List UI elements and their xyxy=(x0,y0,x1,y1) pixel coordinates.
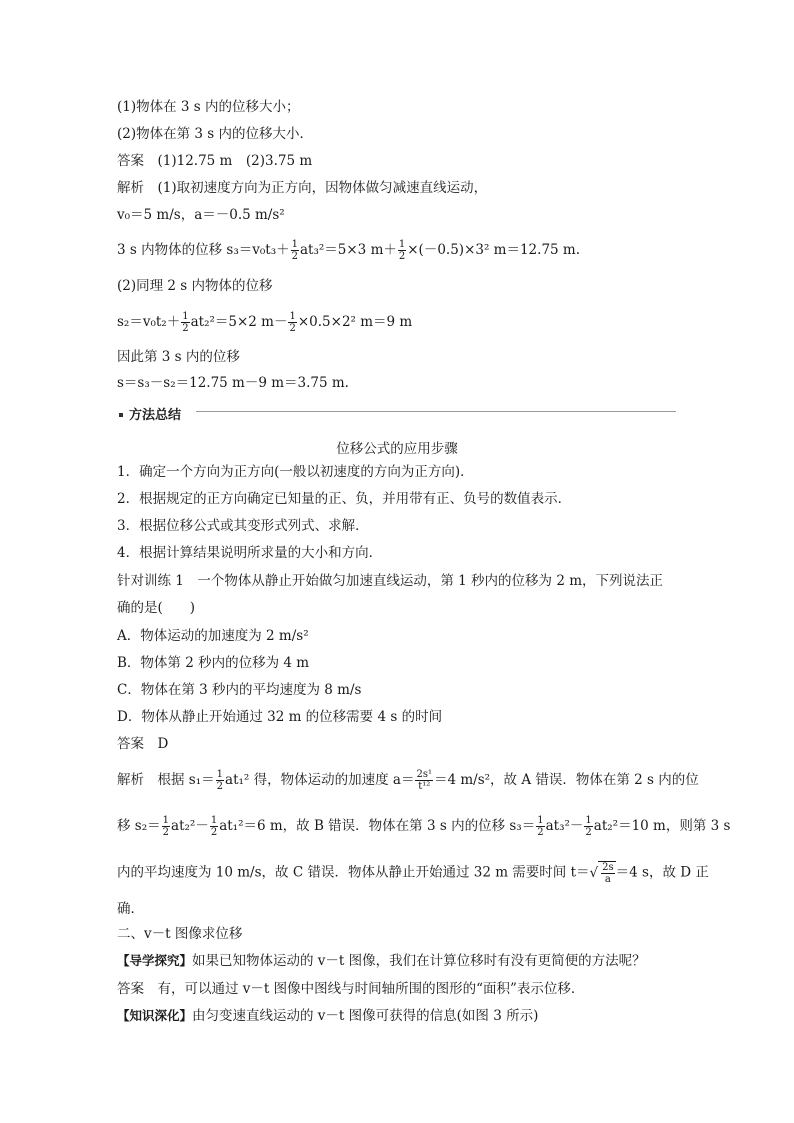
training-question-line2: 确的是( ) xyxy=(117,600,196,616)
analysis-2-line3: 内的平均速度为 10 m/s，故 C 错误．物体从静止开始通过 32 m 需要时间 t＝√ $\frac{2s}{a}$ ＝4 s，故 D 正 xyxy=(117,862,709,885)
analysis-2-line4: 确． xyxy=(117,901,144,917)
step-item: 1．确定一个方向为正方向(一般以初速度的方向为正方向)． xyxy=(117,464,474,480)
option-b: B．物体第 2 秒内的位移为 4 m xyxy=(117,655,310,671)
s2-formula: s₂＝v₀t₂＋ $\frac{1}{2}$ at₂²＝5×2 m－ $\frac{1}{2}$ ×0.5×2² m＝9 m xyxy=(117,311,413,334)
sqrt-2s-over-a: √ $\frac{2s}{a}$ xyxy=(589,862,614,885)
fraction-half: $\frac{1}{2}$ xyxy=(162,815,170,838)
fraction-2s-t: $\frac{\text{2s¹}}{\text{t¹²}}$ xyxy=(416,769,432,792)
guide-explore: 【导学探究】如果已知物体运动的 v－t 图像，我们在计算位移时有没有更简便的方法呢？ xyxy=(117,953,646,969)
step-item: 2．根据规定的正方向确定已知量的正、负，并用带有正、负号的数值表示． xyxy=(117,491,572,507)
answer-3: 答案 有，可以通过 v－t 图像中图线与时间轴所围的图形的“面积”表示位移． xyxy=(117,981,585,997)
fraction-half: $\frac{1}{2}$ xyxy=(210,815,218,838)
step-item: 3．根据位移公式或其变形式列式、求解． xyxy=(117,518,369,534)
analysis-2-line1: 解析 根据 s₁＝ $\frac{1}{2}$ at₁² 得，物体运动的加速度 a＝ $\frac{\text{2s¹}}{\text{t¹²}}$ ＝4 m/s²，故 A 错误．物体在第 2 s 内的位 xyxy=(117,769,699,792)
final-displacement: s＝s₃－s₂＝12.75 m－9 m＝3.75 m. xyxy=(117,375,349,391)
training-question-line1: 针对训练 1 一个物体从静止开始做匀加速直线运动，第 1 秒内的位移为 2 m，下列说法正 xyxy=(117,573,664,589)
square-bullet-icon xyxy=(119,413,123,417)
option-a: A．物体运动的加速度为 2 m/s² xyxy=(117,628,309,644)
fraction-half: $\frac{1}{2}$ xyxy=(216,769,224,792)
deep-tag: 【知识深化】 xyxy=(117,1008,193,1023)
s3-formula: 3 s 内物体的位移 s₃＝v₀t₃＋ $\frac{1}{2}$ at₃²＝5×3 m＋ $\frac{1}{2}$ ×(－0.5)×3² m＝12.75 m. xyxy=(117,239,581,262)
guide-tag: 【导学探究】 xyxy=(117,953,193,968)
option-c: C．物体在第 3 秒内的平均速度为 8 m/s xyxy=(117,682,362,698)
initial-values: v₀＝5 m/s，a＝－0.5 m/s² xyxy=(117,207,285,223)
section-2-heading: 二、v－t 图像求位移 xyxy=(117,926,243,942)
fraction-half: $\frac{1}{2}$ xyxy=(537,815,544,838)
fraction-half: $\frac{1}{2}$ xyxy=(291,239,298,262)
fraction-half: $\frac{1}{2}$ xyxy=(398,239,406,262)
steps-title: 位移公式的应用步骤 xyxy=(336,441,458,457)
question-2: (2)物体在第 3 s 内的位移大小． xyxy=(117,126,314,142)
third-second-label: 因此第 3 s 内的位移 xyxy=(117,349,240,365)
analysis-1: 解析 (1)取初速度方向为正方向，因物体做匀减速直线运动， xyxy=(117,180,488,196)
section-divider xyxy=(196,411,676,412)
answer-1: 答案 (1)12.75 m (2)3.75 m xyxy=(117,153,313,169)
knowledge-deepen: 【知识深化】由匀变速直线运动的 v－t 图像可获得的信息(如图 3 所示) xyxy=(117,1008,539,1024)
fraction-half: $\frac{1}{2}$ xyxy=(585,815,592,838)
question-1: (1)物体在 3 s 内的位移大小； xyxy=(117,99,300,115)
step-item: 4．根据计算结果说明所求量的大小和方向． xyxy=(117,545,383,561)
answer-2: 答案 D xyxy=(117,736,169,752)
option-d: D．物体从静止开始通过 32 m 的位移需要 4 s 的时间 xyxy=(117,709,443,725)
analysis-2-line2: 移 s₂＝ $\frac{1}{2}$ at₂²－ $\frac{1}{2}$ at₁²＝6 m，故 B 错误．物体在第 3 s 内的位移 s₃＝ $\frac{1}{2}$ at₃²－ $\frac{1}{2}$ at₂²＝10 m，则第 3 s xyxy=(117,815,731,838)
fraction-half: $\frac{1}{2}$ xyxy=(289,311,296,334)
fraction-half: $\frac{1}{2}$ xyxy=(182,311,189,334)
same-2s: (2)同理 2 s 内物体的位移 xyxy=(117,278,273,294)
method-summary-heading: 方法总结 xyxy=(119,404,181,423)
